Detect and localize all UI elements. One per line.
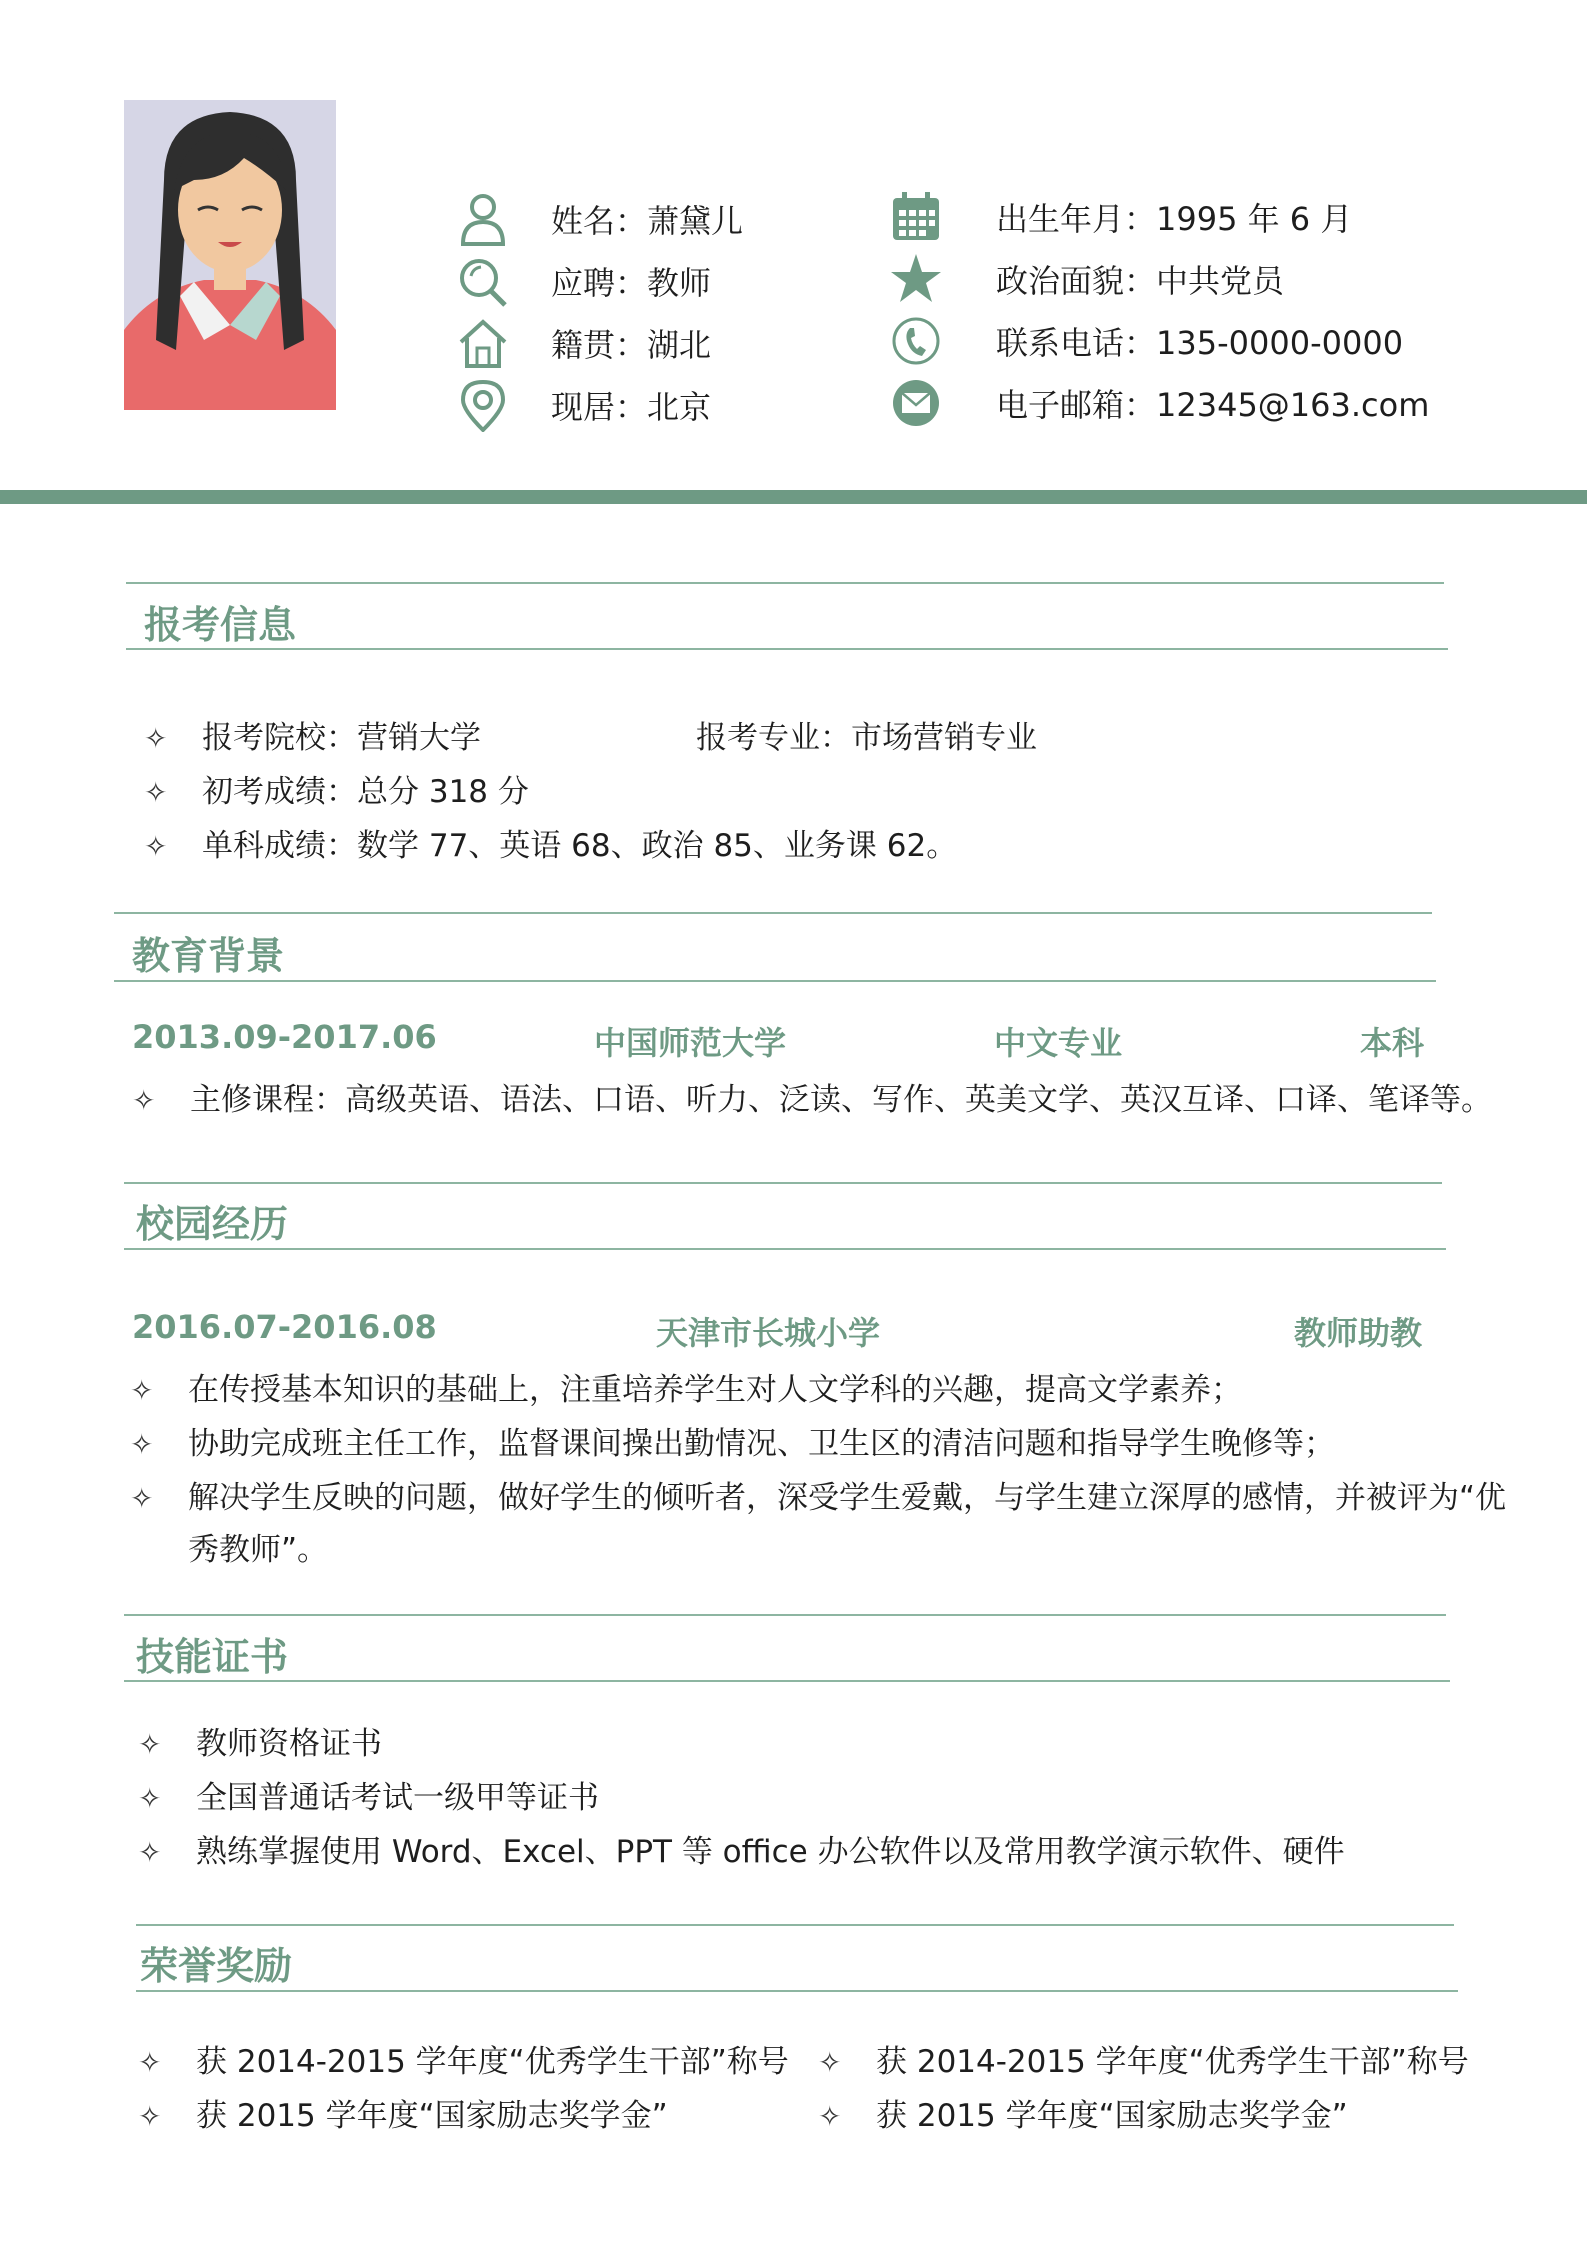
position-text: 应聘：教师 (551, 264, 712, 302)
bullet-star-icon: ✧ (138, 2100, 162, 2133)
section-line-bottom (124, 1248, 1446, 1250)
phone-icon (888, 313, 944, 369)
bullet-star-icon: ✧ (144, 830, 168, 863)
honors-item: ✧ 获 2014-2015 学年度“优秀学生干部”称号 (818, 2044, 1469, 2080)
campus-item: ✧ 解决学生反映的问题，做好学生的倾听者，深受学生爱戴，与学生建立深厚的感情，并被评为“优 (130, 1480, 1507, 1516)
calendar-icon (888, 189, 944, 245)
mail-icon (888, 375, 944, 431)
campus-item: ✧ 在传授基本知识的基础上，注重培养学生对人文学科的兴趣，提高文学素养； (130, 1372, 1242, 1408)
bullet-star-icon: ✧ (132, 1084, 156, 1117)
section-title-education: 教育背景 (132, 934, 285, 978)
bullet-star-icon: ✧ (130, 1374, 154, 1407)
name-text: 姓名：萧黛儿 (551, 202, 744, 240)
star-icon (888, 251, 944, 307)
campus-org: 天津市长城小学 (656, 1314, 881, 1352)
info-name (455, 194, 743, 244)
bullet-star-icon: ✧ (144, 722, 168, 755)
section-line-bottom (126, 648, 1448, 650)
info-birth (888, 192, 1352, 242)
info-residence (455, 380, 711, 430)
bullet-star-icon: ✧ (130, 1428, 154, 1461)
section-title-skills: 技能证书 (136, 1635, 289, 1679)
education-major: 中文专业 (994, 1024, 1123, 1062)
bullet-star-icon: ✧ (138, 1836, 162, 1869)
section-title-campus: 校园经历 (136, 1202, 289, 1246)
honors-item: ✧ 获 2015 学年度“国家励志奖学金” (138, 2098, 668, 2134)
header-divider-bar (0, 490, 1587, 504)
info-origin (455, 318, 711, 368)
email-text: 电子邮箱：12345@163.com (996, 386, 1430, 424)
avatar-illustration (124, 100, 336, 410)
exam-subjects-item: ✧ 单科成绩：数学 77、英语 68、政治 85、业务课 62。 (144, 828, 958, 864)
education-degree: 本科 (1360, 1024, 1425, 1062)
bullet-star-icon: ✧ (138, 2046, 162, 2079)
section-title-honors: 荣誉奖励 (140, 1944, 293, 1988)
campus-item: ✧ 协助完成班主任工作，监督课间操出勤情况、卫生区的清洁问题和指导学生晚修等； (130, 1426, 1335, 1462)
exam-initial-item: ✧ 初考成绩：总分 318 分 (144, 774, 529, 810)
skills-item: ✧ 教师资格证书 (138, 1726, 382, 1762)
section-line-top (114, 912, 1432, 914)
location-icon (455, 377, 511, 433)
campus-period: 2016.07-2016.08 (132, 1308, 437, 1346)
residence-text: 现居：北京 (551, 388, 712, 426)
bullet-star-icon: ✧ (138, 1782, 162, 1815)
honors-item: ✧ 获 2014-2015 学年度“优秀学生干部”称号 (138, 2044, 789, 2080)
political-text: 政治面貌：中共党员 (996, 262, 1285, 300)
origin-text: 籍贯：湖北 (551, 326, 712, 364)
education-school: 中国师范大学 (594, 1024, 787, 1062)
section-line-bottom (124, 1680, 1450, 1682)
avatar (124, 100, 336, 410)
bullet-star-icon: ✧ (130, 1482, 154, 1515)
phone-text: 联系电话：135-0000-0000 (996, 324, 1404, 362)
section-line-top (124, 1614, 1446, 1616)
campus-item-continuation: 秀教师”。 (188, 1532, 329, 1568)
exam-school-item: ✧ 报考院校：营销大学 (144, 720, 481, 756)
education-period: 2013.09-2017.06 (132, 1018, 437, 1056)
info-political (888, 254, 1284, 304)
section-line-bottom (114, 980, 1436, 982)
info-position (455, 256, 711, 306)
bullet-star-icon: ✧ (138, 1728, 162, 1761)
bullet-star-icon: ✧ (818, 2100, 842, 2133)
section-line-top (126, 582, 1444, 584)
section-title-exam: 报考信息 (144, 603, 297, 647)
skills-item: ✧ 熟练掌握使用 Word、Excel、PPT 等 office 办公软件以及常用教学演示软件、硬件 (138, 1834, 1345, 1870)
bullet-star-icon: ✧ (818, 2046, 842, 2079)
info-email (888, 378, 1429, 428)
bullet-star-icon: ✧ (144, 776, 168, 809)
person-icon (455, 191, 511, 247)
section-line-bottom (136, 1990, 1458, 1992)
skills-item: ✧ 全国普通话考试一级甲等证书 (138, 1780, 599, 1816)
section-line-top (136, 1924, 1454, 1926)
search-icon (455, 253, 511, 309)
campus-role: 教师助教 (1294, 1314, 1423, 1352)
section-line-top (124, 1182, 1442, 1184)
exam-major-item: 报考专业：市场营销专业 (696, 720, 1037, 756)
birth-text: 出生年月：1995 年 6 月 (996, 200, 1353, 238)
home-icon (455, 315, 511, 371)
honors-item: ✧ 获 2015 学年度“国家励志奖学金” (818, 2098, 1348, 2134)
education-courses-item: ✧ 主修课程：高级英语、语法、口语、听力、泛读、写作、英美文学、英汉互译、口译、笔译等。 (132, 1082, 1492, 1118)
info-phone (888, 316, 1403, 366)
